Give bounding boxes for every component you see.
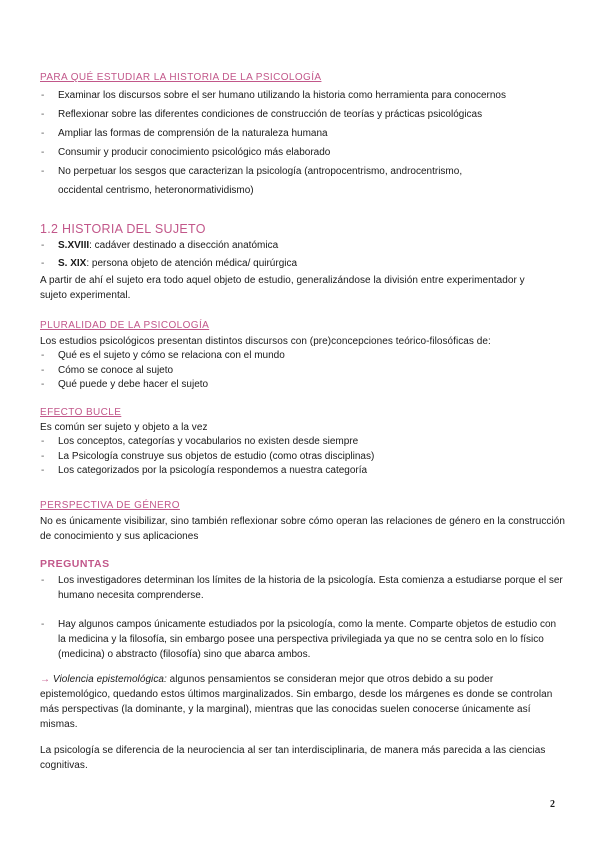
list-item: - Qué es el sujeto y cómo se relaciona con el mundo	[40, 349, 565, 364]
paragraph	[40, 672, 565, 732]
list-item	[40, 255, 565, 273]
section-heading: EFECTO BUCLE	[40, 407, 122, 418]
list-item: - Ampliar las formas de comprensión de la naturaleza humana	[40, 124, 565, 143]
paragraph: No es únicamente visibilizar, sino también reflexionar sobre cómo operan las relaciones de género en la construcción de conocimiento y sus aplicaciones	[40, 516, 565, 542]
bullet-list	[40, 573, 565, 662]
paragraph: La psicología se diferencia de la neurociencia al ser tan interdisciplinaria, de manera más parecida a las ciencias cognitivas.	[40, 745, 546, 771]
arrow-icon: →	[40, 674, 51, 685]
section-subject-history	[40, 222, 565, 303]
paragraph: A partir de ahí el sujeto era todo aquel objeto de estudio, generalizándose la división entre experimentador y sujeto experimental.	[40, 275, 525, 301]
list-item: - Hay algunos campos únicamente estudiados por la psicología, como la mente. Comparte objetos de estudio con la medicina y la filosofía, sin embargo posee una perspectiva privilegiada ya que no se centra solo en lo físico (medicina) o abstracto (filosofía) sino que abarca ambos.	[40, 617, 565, 662]
bullet-list	[40, 86, 565, 200]
page-number: 2	[550, 799, 555, 810]
section-heading: PLURALIDAD DE LA PSICOLOGÍA	[40, 320, 210, 331]
term-text: algunos pensamientos se consideran mejor que otros debido a su poder epistemológico, quedando estos últimos marginalizados. Sin embargo, desde los márgenes es donde se controlan más perspectivas (la dominante, y la marginal), mientras que las conocidas suelen conocerse únicamente así mismas.	[40, 674, 553, 730]
section-heading: PREGUNTAS	[40, 558, 110, 570]
list-item: - Los investigadores determinan los límites de la historia de la psicología. Esta comienza a estudiarse porque el ser humano necesita comprenderse.	[40, 573, 565, 603]
list-item: - Cómo se conoce al sujeto	[40, 364, 565, 379]
list-item: - No perpetuar los sesgos que caracterizan la psicología (antropocentrismo, androcentrismo, occidental centrismo, heteronormatividismo)	[40, 162, 565, 200]
bullet-list	[40, 237, 565, 273]
list-item: - Qué puede y debe hacer el sujeto	[40, 378, 565, 393]
century-label: S. XIX	[58, 258, 87, 269]
section-heading: PARA QUÉ ESTUDIAR LA HISTORIA DE LA PSICOLOGÍA	[40, 72, 322, 83]
section-loop-effect	[40, 407, 565, 479]
bullet-list	[40, 349, 565, 393]
list-item: - Los conceptos, categorías y vocabularios no existen desde siempre	[40, 435, 565, 450]
paragraph: Los estudios psicológicos presentan distintos discursos con (pre)concepciones teórico-filosóficas de:	[40, 336, 491, 347]
list-item: - Los categorizados por la psicología respondemos a nuestra categoría	[40, 464, 565, 479]
section-gender-perspective	[40, 500, 565, 544]
section-why-study	[40, 72, 565, 200]
list-item	[40, 237, 565, 255]
list-item: - Examinar los discursos sobre el ser humano utilizando la historia como herramienta para conocernos	[40, 86, 565, 105]
century-text: : persona objeto de atención médica/ quirúrgica	[86, 258, 298, 269]
paragraph: Es común ser sujeto y objeto a la vez	[40, 422, 208, 433]
list-item: - La Psicología construye sus objetos de estudio (como otras disciplinas)	[40, 450, 565, 465]
section-heading: 1.2 HISTORIA DEL SUJETO	[40, 222, 206, 236]
section-heading: PERSPECTIVA DE GÉNERO	[40, 500, 180, 511]
list-item: - Reflexionar sobre las diferentes condiciones de construcción de teorías y prácticas psicológicas	[40, 105, 565, 124]
century-text: : cadáver destinado a disección anatómica	[89, 240, 279, 251]
century-label: S.XVIII	[58, 240, 90, 251]
bullet-list	[40, 435, 565, 479]
term-label: Violencia epistemológica:	[52, 674, 167, 685]
section-plurality	[40, 320, 565, 393]
list-item: - Consumir y producir conocimiento psicológico más elaborado	[40, 143, 565, 162]
section-questions	[40, 558, 565, 773]
